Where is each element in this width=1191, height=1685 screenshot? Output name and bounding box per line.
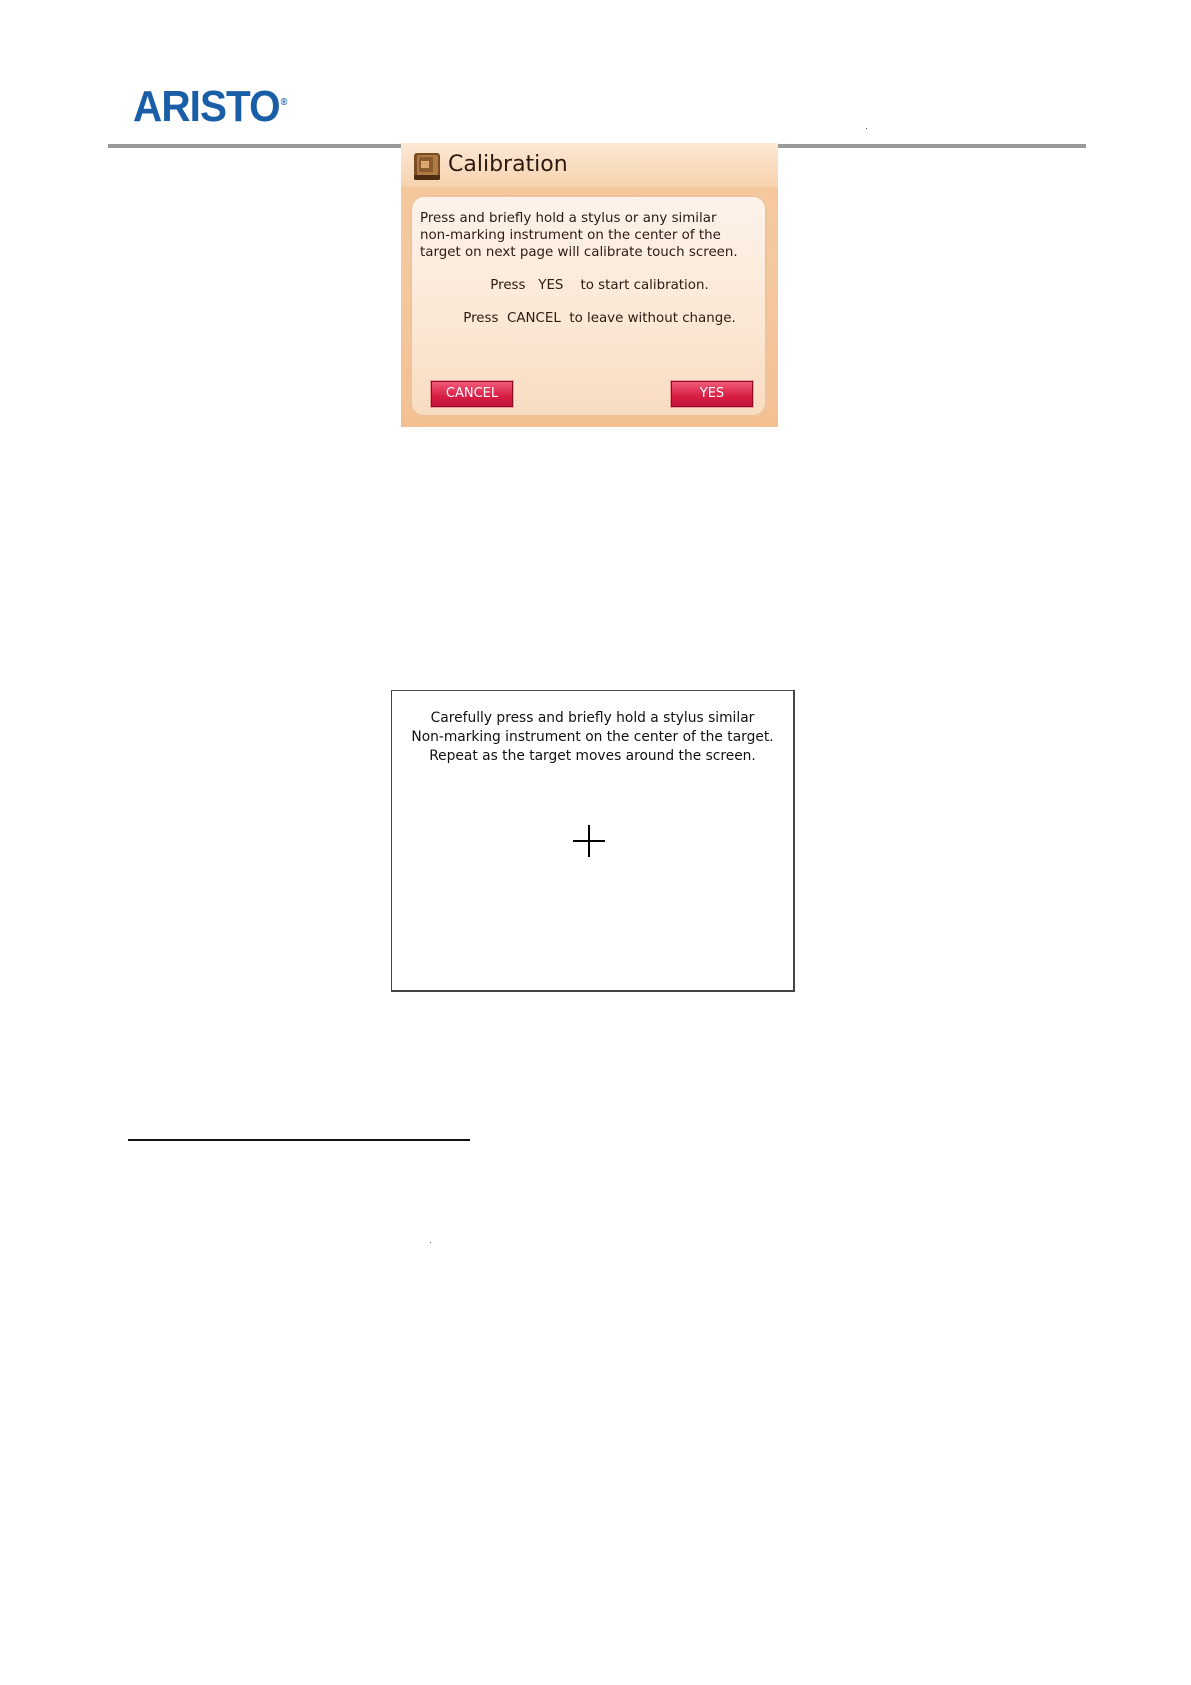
yes-instruction: Press YES to start calibration.: [490, 278, 709, 293]
cancel-instruction: Press CANCEL to leave without change.: [463, 311, 736, 326]
dialog-titlebar: [401, 143, 778, 187]
page-speck: [866, 128, 867, 129]
dialog-message: [420, 210, 760, 261]
section-divider: [128, 1139, 470, 1141]
dialog-title: Calibration: [448, 152, 568, 177]
logo-text: ARISTO: [133, 82, 280, 131]
yes-button[interactable]: YES: [671, 381, 753, 407]
calibration-book-icon: [411, 149, 445, 183]
target-instructions: [392, 709, 793, 766]
instruction-line: Carefully press and briefly hold a stylus similar: [430, 710, 755, 726]
registered-mark: ®: [280, 97, 287, 109]
crosshair-icon[interactable]: [573, 825, 605, 857]
instruction-line: Repeat as the target moves around the screen.: [429, 748, 756, 764]
message-line: Press and briefly hold a stylus or any similar: [420, 211, 717, 226]
cancel-button[interactable]: CANCEL: [431, 381, 513, 407]
instruction-line: Non-marking instrument on the center of the target.: [411, 729, 774, 745]
aristo-logo: [133, 82, 286, 132]
message-line: non-marking instrument on the center of the: [420, 228, 721, 243]
message-line: target on next page will calibrate touch screen.: [420, 245, 738, 260]
calibration-target-screen: [391, 690, 795, 992]
calibration-dialog: [401, 143, 778, 427]
page-speck: [430, 1242, 431, 1243]
